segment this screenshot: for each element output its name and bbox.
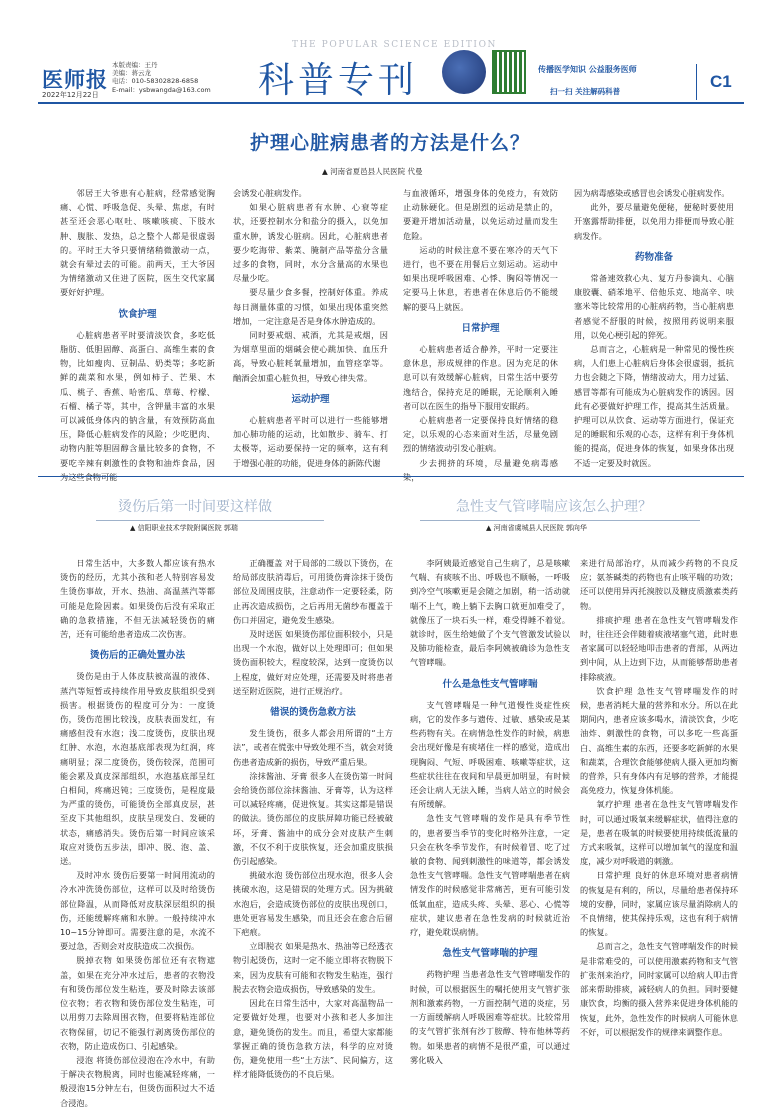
paragraph: 及时冲水 烫伤后要第一时间用流动的冷水冲洗烫伤部位，这样可以及时给烫伤部位降温，从而降低对皮肤深层组织的损伤，还能缓解疼痛和水肿。一般持续冲水10~15分钟即可。需要注意的是，水流不要过急，否则会对皮肤造成二次损伤。 — [60, 870, 215, 952]
paragraph: 心脏病患者一定要保持良好情绪的稳定，以乐观的心态来面对生活，尽量免剧烈的情绪波动引发心脏病。 — [403, 415, 558, 454]
paragraph: 心脏病患者适合静养，平时一定要注意休息，形成规律的作息。因为充足的休息可以有效缓解心脏病，日常生活中要劳逸结合，保持充足的睡眠，无论顺利入睡者可以在医生的指导下服用安眠药。 — [403, 344, 558, 411]
paragraph: 邻居王大爷患有心脏病，经常感觉胸痛、心慌、呼吸急促、头晕、焦虑，有时甚至还会恶心呕吐、咳嗽咳痰、下肢水肿、腹胀、发热，总之整个人都是很虚弱的。平时王大爷只要情绪稍微激动一点，就会有晕过去的可能。前两天，王大爷因为情绪激动又住进了医院，医生交代家属要好好护理。 — [60, 188, 215, 298]
burn-article-title: 烫伤后第一时间要这样做 — [118, 499, 272, 515]
header-rule — [38, 102, 744, 104]
paragraph: 心脏病患者平时要清淡饮食，多吃低脂肪、低胆固醇、高蛋白、高维生素的食物，比如瘦肉、豆制品、奶类等；多吃新鲜的蔬菜和水果，例如柿子、芒果、木瓜、桃子、香蕉、哈密瓜、草莓、柠檬、石榴、橘子等，其中，含钾量丰富的水果可以减低身体内的钠含量，有效预防高血压，降低心脏病发作的风险；少吃肥肉、动物内脏等胆固醇含量比较多的食物，不要吃辛辣有刺激性的食物和油炸食品，因 — [60, 329, 215, 468]
paragraph: 来进行局部治疗，从而减少药物的不良反应；氨茶碱类的药物也有止咳平喘的功效；还可以使用异丙托溴胺以及糖皮质激素类药物。 — [580, 558, 738, 611]
paragraph: 立即脱衣 如果是热水、热油等已经透衣物引起烫伤，这时一定不能立即将衣物脱下来，因为皮肤有可能和衣物发生粘连，强行脱去衣物会造成损伤，导致感染的发生。 — [233, 941, 393, 994]
asthma-article-title: 急性支气管哮喘应该怎么护理？ — [456, 499, 652, 515]
paragraph: 要尽量少食多餐，控制好体重。养成每日测量体重的习惯，如果出现体重突然增加，一定注意是否是身体水肿造成的。 — [233, 287, 388, 326]
paragraph: 氧疗护理 患者在急性支气管哮喘发作时，可以通过吸氧来缓解症状，值得注意的是，患者在吸氧的时候要使用持续低流量的方式来吸氧，这样可以增加氧气的湿度和温度，减少对呼吸道的刺激。 — [580, 799, 738, 867]
section-divider — [38, 476, 744, 477]
subheading: 烫伤后的正确处置办法 — [89, 650, 185, 662]
paragraph: 李阿姨最近感觉自己生病了，总是咳嗽气喘、有痰咳不出、呼吸也不顺畅，一呼吸到冷空气咳嗽更是会随之加剧，稍一活动就喘不上气，晚上躺下去胸口就更加难受了，就像压了一块石头一样，难受得睡不着觉。就诊时，医生给她做了个支气管激发试验以及肺功能检查，最后李阿姨被确诊为急性支气管哮喘。 — [410, 558, 570, 668]
paragraph: 运动的时候注意不要在寒冷的天气下进行，也不要在用餐后立刻运动。运动中如果出现呼吸困难、心悸、胸闷等情况一定要马上休息，若患者在休息后仍不能缓解的要马上就医。 — [403, 244, 558, 312]
main-article-column-3 — [403, 186, 558, 474]
main-article-byline: ▲ 河南省夏邑县人民医院 代曼 — [322, 167, 423, 176]
edition-label: THE POPULAR SCIENCE EDITION — [292, 40, 498, 50]
paragraph: 与血液循环，增强身体的免疫力，有效防止动脉硬化。但是剧烈的运动是禁止的，要避开增加活动量，以免运动过量而发生危险。 — [403, 188, 558, 241]
title-underline — [420, 520, 700, 521]
paragraph: 因为病毒感染或感冒也会诱发心脏病发作。 — [574, 188, 730, 198]
paragraph: 脱掉衣物 如果烫伤部位还有衣物遮盖，如果在充分冲水过后，患者的衣物没有和烫伤部位发生粘连，要及时除去该部位衣物；若衣物和烫伤部位发生粘连，可以用剪刀去除周围衣物，但要将粘连部位衣物保留，切记不能强行剥离烫伤部位的衣物，防止造成伤口、引起感染。 — [60, 955, 215, 1051]
title-underline — [96, 520, 324, 521]
editor-line: 本版责编：王丹 — [112, 61, 158, 69]
masthead — [0, 0, 780, 100]
qr-code-icon[interactable] — [492, 50, 526, 94]
paragraph: 总而言之，急性支气管哮喘发作的时候是非常难受的，可以使用激素药物和支气管扩张剂来治疗，同时家属可以给病人叩击背部来帮助排痰，减轻病人的负担。同时要健康饮食，均衡的摄入营养来促进身体机能的恢复，此外，急性发作的时候病人可能休息不好，可以根据发作的规律来调整作息。 — [580, 941, 738, 1037]
paragraph: 因此在日常生活中，大家对高温物品一定要做好处理，也要对小孩和老人多加注意，避免烫伤的发生。而且，希望大家都能掌握正确的烫伤急救方法，科学的应对烫伤，避免使用一些“土方法”、民间偏方，这样才能降低烫伤的不良后果。 — [233, 998, 393, 1080]
paragraph: 发生烫伤，很多人都会用所谓的“土方法”，或者在慌张中导致处理不当，就会对烫伤患者造成新的损伤，导致严重后果。 — [233, 728, 393, 767]
subheading: 运动护理 — [291, 393, 330, 405]
paragraph: 排痰护理 患者在急性支气管哮喘发作时，往往还会伴随着痰液堵塞气道，此时患者家属可以轻轻地叩击患者的背部，从两边到中间，从上边到下边，从而能够帮助患者排除痰液。 — [580, 614, 738, 682]
designer-line: 美编：蒋云龙 — [112, 69, 151, 78]
subheading: 什么是急性支气管哮喘 — [442, 678, 538, 690]
phone-line: 电话：010-58302828-6858 — [112, 77, 199, 86]
subheading: 药物准备 — [634, 251, 673, 263]
asthma-article-column-1 — [410, 556, 570, 1112]
paragraph: 少去拥挤的环境，尽量避免病毒感 — [419, 457, 558, 468]
asthma-article-byline: ▲ 河南省虞城县人民医院 郭向华 — [486, 524, 587, 532]
paragraph: 烫伤是由于人体皮肤被高温的液体、蒸汽等短暂或持续作用导致皮肤组织受到损害。根据烫伤的程度可分为：一度烫伤，烫伤范围比较浅，皮肤表面发红，有痛感但没有水泡；浅二度烫伤，皮肤出现红肿、水泡，水泡基底部表现为红润，疼痛明显；深二度烫伤，烫伤较深，范围可能会累及真皮深部组织，水泡基底部呈红白相间，疼痛迟钝；三度烫伤，是程度最为严重的烫伤，可能烫伤全部真皮层，甚至皮下其他组织，皮肤呈现发白、发硬的状态，痛感消失。烫伤后第一时间应该采取应对烫伤五步法，即冲、脱、泡、盖、送。 — [60, 671, 215, 867]
paragraph: 及时送医 如果烫伤部位面积较小，只是出现一个水泡，做好以上处理即可；但如果烫伤面积较大，程度较深，达到一度烫伤以上程度，做好对应处理，还需要及时将患者送至附近医院，进行正规治疗。 — [233, 629, 393, 696]
email-line: E-mail：ysbwangda@163.com — [112, 85, 211, 94]
paragraph: 同时要戒烟、戒酒，尤其是戒烟，因为烟草里面的烟碱会使心跳加快、血压升高，导致心脏耗氧量增加，血管痉挛等。酗酒会加重心脏负担，导致心律失常。 — [233, 330, 388, 383]
emblem-icon — [442, 50, 486, 94]
paragraph: 药物护理 当患者急性支气管哮喘发作的时候，可以根据医生的嘱托使用支气管扩张剂和激素药物，一方面控制气道的炎症，另一方面缓解病人呼吸困难等症状。比较常用的支气管扩张剂有沙丁胺醇、特布他林等药物。如果患者的病情不是很严重，可以通过雾化吸入 — [410, 969, 570, 1065]
subheading: 日常护理 — [461, 322, 500, 334]
paragraph: 浸泡 将烫伤部位浸泡在冷水中，有助于解决衣物脱离，同时也能减轻疼痛，一般浸泡15分钟左右，但烫伤面积过大不适合浸泡。 — [60, 1054, 215, 1108]
paragraph: 饮食护理 急性支气管哮喘发作的时候，患者消耗大量的营养和水分。所以在此期间内，患者应该多喝水，清淡饮食，少吃油炸、刺激性的食物，可以多吃一些高蛋白、高维生素的东西，还要多吃新鲜的水果和蔬菜，合理饮食能够使病人摄入更加均衡的营养，只有身体内有足够的营养，才能提高免疫力，恢复身体机能。 — [580, 685, 738, 796]
paragraph: 心脏病患者平时可以进行一些能够增加心肺功能的运动，比如散步、骑车、打太极等，运动要保持一定的频率，这有利于增强心脏的功能，促进身体的新陈代谢 — [233, 415, 388, 468]
paragraph: 如果心脏病患者有水肿、心衰等症状，还要控制水分和盐分的摄入，以免加重水肿，诱发心脏病。因此，心脏病患者要少吃海带、紫菜、腌制产品等盐分含量过多的食物，同时，水分含量高的水果也尽量少吃。 — [233, 202, 388, 284]
paragraph: 日常生活中，大多数人都应该有热水烫伤的经历，尤其小孩和老人特别容易发生烫伤事故，开水、热油、高温蒸汽等都可能是危险因素。如果烫伤后没有采取正确的急救措施，不但无法减轻烫伤的痛苦，还有可能给患者造成二次伤害。 — [60, 558, 215, 640]
paragraph: 总而言之，心脏病是一种常见的慢性疾病，人们患上心脏病后身体会很虚弱，抵抗力也会随之下降，情绪波动大，用力过猛、感冒等都有可能成为心脏病发作的诱因。因此有必要做好护理工作，提高其生活质量。护理可以从饮食、运动等方面进行，保证充足的睡眠和乐观的心态，这样有利于身体机能的提高，促进身体的恢复，如果身体出现不适一定要及时就医。 — [574, 344, 734, 468]
slogan: 传播医学知识 公益服务医师 — [538, 65, 637, 74]
editor-info — [112, 61, 211, 94]
paragraph: 涂抹酱油、牙膏 很多人在烫伤第一时间会给烫伤部位涂抹酱油、牙膏等，认为这样可以减轻疼痛，促进恢复。其实这都是错误的做法。烫伤部位的皮肤屏障功能已经被破坏，牙膏、酱油中的成分会对皮肤产生刺激，不仅不利于皮肤恢复，还会加重皮肤损伤引起感染。 — [233, 770, 393, 867]
section-title: 科普专刊 — [258, 60, 419, 101]
paragraph: 此外，要尽量避免便秘，便秘时要使用开塞露帮助排便，以免用力排便而导致心脏病发作。 — [574, 202, 734, 241]
subheading: 错误的烫伤急救方法 — [270, 707, 356, 719]
subheading: 饮食护理 — [118, 308, 157, 320]
paragraph: 挑破水泡 烫伤部位出现水泡，很多人会挑破水泡，这是错误的处理方式。因为挑破水泡后，会造成烫伤部位的皮肤出现创口，患处更容易发生感染，而且还会在愈合后留下疤痕。 — [233, 870, 393, 938]
main-article-column-1 — [60, 186, 215, 474]
paragraph: 日常护理 良好的休息环境对患者病情的恢复是有利的，所以，尽量给患者保持环境的安静，同时，家属应该尽量消除病人的不良情绪，使其保持乐观，这也有利于病情的恢复。 — [580, 870, 738, 938]
paragraph: 正确覆盖 对于局部的二级以下烫伤，在给局部皮肤消毒后，可用烫伤膏涂抹于烫伤部位及周围皮肤，注意动作一定要轻柔，防止再次造成损伤，之后再用无菌纱布覆盖于伤口并固定，避免发生感染。 — [233, 558, 393, 625]
main-article-title: 护理心脏病患者的方法是什么？ — [249, 132, 530, 154]
scan-hint: 扫一扫 关注解码科普 — [550, 87, 621, 96]
burn-article-column-2 — [233, 556, 393, 1112]
main-article-column-2 — [233, 186, 388, 474]
paragraph: 支气管哮喘是一种气道慢性炎症性疾病，它的发作多与遗传、过敏、感染或是某些药物有关。在病情急性发作的时候，病患会出现好像是有痰堵住一样的感觉，造成出现胸闷、气短、呼吸困难、咳嗽等症状，这些症状往往在夜间和早晨更加明显，有时候还会让病人无法入睡，当病人站立的时候会有所缓解。 — [410, 699, 570, 810]
issue-date: 2022年12月22日 — [42, 91, 99, 99]
paragraph: 急性支气管哮喘的发作是具有季节性的，患者要当季节的变化时格外注意，一定只会在秋冬季节发作，有时候着冒、吃了过敏的食物、闻到刺激性的味道等，都会诱发急性支气管哮喘。急性支气管哮喘患者在病情发作的时候感觉非常痛苦，更有可能引发低氧血症，造成头疼、头晕、恶心、心慌等症状，建议患者在急性发病的时候就近治疗，避免耽误病情。 — [410, 813, 570, 938]
page-number: C1 — [710, 72, 732, 91]
subheading: 急性支气管哮喘的护理 — [442, 948, 538, 960]
burn-article-byline: ▲ 信阳职业技术学院附属医院 郭瑞 — [130, 524, 238, 532]
paragraph: 常备速效救心丸、复方丹参滴丸、心脑康胶囊、硝苯地平、倍他乐克、地高辛、呋塞米等比较常用的心脏病药物，当心脏病患者感觉不舒服的时候，按照用药说明来服用，以免心梗引起的猝死。 — [574, 273, 734, 340]
main-article-column-4 — [574, 186, 734, 474]
newspaper-logo: 医师报 — [42, 67, 108, 92]
paragraph: 会诱发心脏病发作。 — [233, 188, 307, 198]
asthma-article-column-2 — [580, 556, 738, 1112]
burn-article-column-1 — [60, 556, 215, 1112]
